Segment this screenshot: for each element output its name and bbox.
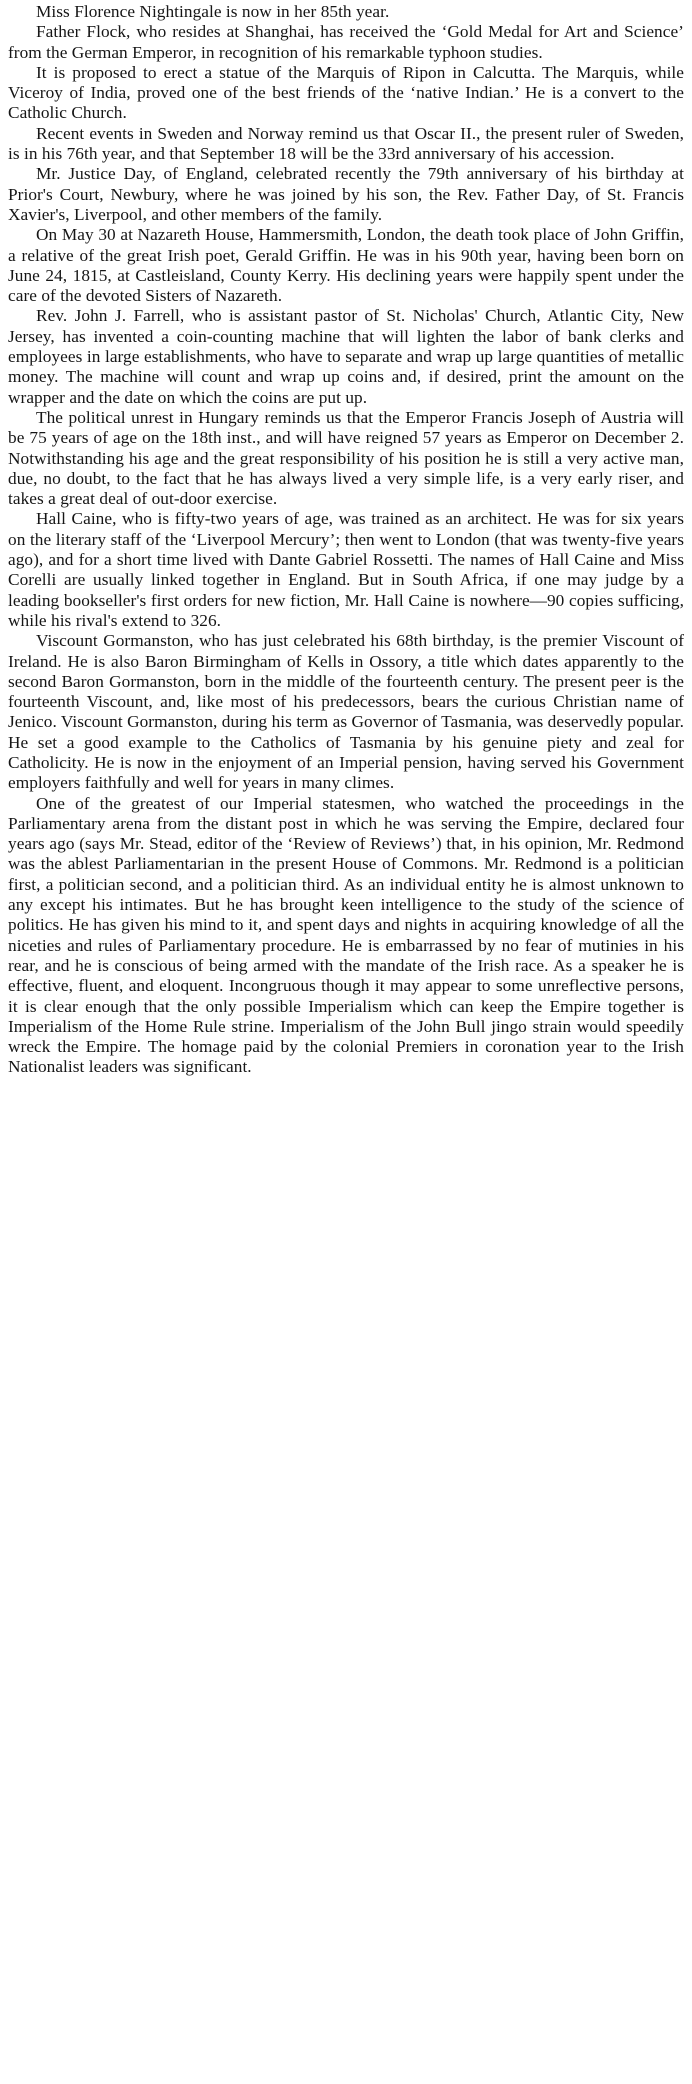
paragraph-coin-machine: Rev. John J. Farrell, who is assistant pastor of St. Nicholas' Church, Atlantic City, New Jersey, has invented a coin-counting machine that will lighten the labor of bank clerks and employees in large establishments, who have to separate and wrap up large quantities of metallic money. The machine will count and wrap up coins and, if desired, print the amount on the wrapper and the date on which the coins are put up. [8,306,684,407]
paragraph-redmond: One of the greatest of our Imperial statesmen, who watched the proceedings in the Parliamentary arena from the distant post in which he was serving the Empire, declared four years ago (says Mr. Stead, editor of the ‘Review of Reviews’) that, in his opinion, Mr. Redmond was the ablest Parliamentarian in the present House of Commons. Mr. Redmond is a politician first, a politician second, and a politician third. As an individual entity he is almost unknown to any except his intimates. But he has brought keen intelligence to the study of the science of politics. He has given his mind to it, and spent days and nights in acquiring knowledge of all the niceties and rules of Parliamentary procedure. He is embarrassed by no fear of mutinies in his rear, and he is conscious of being armed with the mandate of the Irish race. As a speaker he is effective, fluent, and eloquent. Incongruous though it may appear to some unreflective persons, it is clear enough that the only possible Imperialism which can keep the Empire together is Imperialism of the Home Rule strine. Imperialism of the John Bull jingo strain would speedily wreck the Empire. The homage paid by the colonial Premiers in coronation year to the Irish Nationalist leaders was significant. [8,793,684,1077]
paragraph-hall-caine: Hall Caine, who is fifty-two years of age, was trained as an architect. He was for six years on the literary staff of the ‘Liverpool Mercury’; then went to London (that was twenty-five years ago), and for a short time lived with Dante Gabriel Rossetti. The names of Hall Caine and Miss Corelli are usually linked together in England. But in South Africa, if one may judge by a leading bookseller's first orders for new fiction, Mr. Hall Caine is nowhere—90 copies sufficing, while his rival's extend to 326. [8,509,684,630]
paragraph-justice-day: Mr. Justice Day, of England, celebrated recently the 79th anniversary of his birthday at Prior's Court, Newbury, where he was joined by his son, the Rev. Father Day, of St. Francis Xavier's, Liverpool, and other members of the family. [8,164,684,224]
paragraph-john-griffin: On May 30 at Nazareth House, Hammersmith, London, the death took place of John Griffin, a relative of the great Irish poet, Gerald Griffin. He was in his 90th year, having been born on June 24, 1815, at Castleisland, County Kerry. His declining years were happily spent under the care of the devoted Sisters of Nazareth. [8,225,684,306]
paragraph-gormanston: Viscount Gormanston, who has just celebrated his 68th birthday, is the premier Viscount of Ireland. He is also Baron Birmingham of Kells in Ossory, a title which dates apparently to the second Baron Gormanston, born in the middle of the fourteenth century. The present peer is the fourteenth Viscount, and, like most of his predecessors, bears the curious Christian name of Jenico. Viscount Gormanston, during his term as Governor of Tasmania, was deservedly popular. He set a good example to the Catholics of Tasmania by his genuine piety and zeal for Catholicity. He is now in the enjoyment of an Imperial pension, having served his Government employers faithfully and well for years in many climes. [8,631,684,793]
paragraph-oscar-ii: Recent events in Sweden and Norway remind us that Oscar II., the present ruler of Sweden, is in his 76th year, and that September 18 will be the 33rd anniversary of his accession. [8,123,684,164]
paragraph-father-flock: Father Flock, who resides at Shanghai, has received the ‘Gold Medal for Art and Science’ from the German Emperor, in recognition of his remarkable typhoon studies. [8,22,684,62]
paragraph-nightingale: Miss Florence Nightingale is now in her 85th year. [36,2,390,21]
paragraph-francis-joseph: The political unrest in Hungary reminds us that the Emperor Francis Joseph of Austria will be 75 years of age on the 18th inst., and will have reigned 57 years as Emperor on December 2. Notwithstanding his age and the great responsibility of his position he is still a very active man, due, no doubt, to the fact that he has always lived a very simple life, is a very early riser, and takes a great deal of out-door exercise. [8,407,684,509]
paragraph-ripon-statue: It is proposed to erect a statue of the Marquis of Ripon in Calcutta. The Marquis, while Viceroy of India, proved one of the best friends of the ‘native Indian.’ He is a convert to the Catholic Church. [8,62,684,123]
